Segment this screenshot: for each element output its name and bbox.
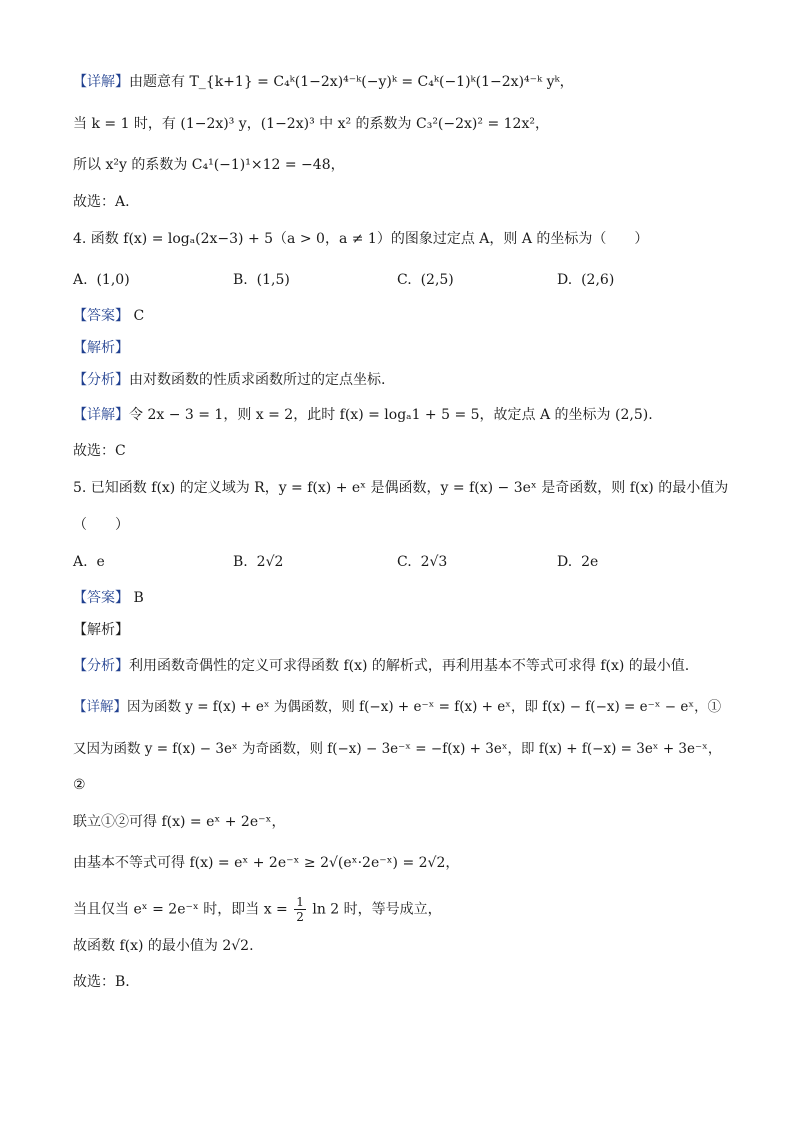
- q5-analysis: 【分析】利用函数奇偶性的定义可求得函数 f(x) 的解析式，再利用基本不等式可求得 f(x) 的最小值.: [73, 658, 690, 674]
- q5-choose: 故选：B.: [73, 974, 130, 990]
- solution-prev-choose: 故选：A.: [73, 194, 130, 210]
- q5-detail-line-1: 【详解】因为函数 y = f(x) + eˣ 为偶函数，则 f(−x) + e⁻ˣ = f(x) + eˣ，即 f(x) − f(−x) = e⁻ˣ − eˣ，①: [73, 699, 722, 715]
- solution-prev-line-3: 所以 x²y 的系数为 C₄¹(−1)¹×12 = −48，: [73, 157, 345, 173]
- q4-stem: 4. 函数 f(x) = logₐ(2x−3) + 5（a > 0，a ≠ 1）的图象过定点 A，则 A 的坐标为（ ）: [73, 231, 649, 247]
- q5-option-a: A. e: [73, 554, 105, 570]
- q4-analysis-heading: 【解析】: [73, 340, 129, 356]
- q5-stem-line-1: 5. 已知函数 f(x) 的定义域为 R，y = f(x) + eˣ 是偶函数，y = f(x) − 3eˣ 是奇函数，则 f(x) 的最小值为: [73, 480, 729, 496]
- detail-tag: 【详解】: [73, 74, 129, 90]
- q5-option-d: D. 2e: [557, 554, 599, 570]
- q5-answer: 【答案】 B: [73, 590, 144, 606]
- q5-detail-line-3: ②: [73, 777, 86, 793]
- q5-detail-line-2: 又因为函数 y = f(x) − 3eˣ 为奇函数，则 f(−x) − 3e⁻ˣ = −f(x) + 3eˣ，即 f(x) + f(−x) = 3eˣ + 3e⁻ˣ，: [73, 741, 722, 757]
- q4-option-d: D. (2,6): [557, 272, 615, 288]
- q4-detail: 【详解】令 2x − 3 = 1，则 x = 2，此时 f(x) = logₐ1 + 5 = 5，故定点 A 的坐标为 (2,5).: [73, 407, 653, 423]
- q4-answer: 【答案】 C: [73, 308, 145, 324]
- solution-prev-line-1: [73, 72, 574, 92]
- q5-detail-line-4: 联立①②可得 f(x) = eˣ + 2e⁻ˣ，: [73, 814, 286, 830]
- q5-detail-line-5: 由基本不等式可得 f(x) = eˣ + 2e⁻ˣ ≥ 2√(eˣ·2e⁻ˣ) = 2√2，: [73, 855, 460, 871]
- q4-option-b: B. (1,5): [233, 272, 290, 288]
- q5-detail-line-6: 当且仅当 eˣ = 2e⁻ˣ 时，即当 x = $\frac{1}{2}$ ln 2 时，等号成立，: [73, 895, 442, 924]
- text: 由题意有: [129, 74, 185, 90]
- q4-analysis: 【分析】由对数函数的性质求函数所过的定点坐标.: [73, 372, 386, 388]
- formula: T_{k+1} = C₄ᵏ(1−2x)⁴⁻ᵏ(−y)ᵏ = C₄ᵏ(−1)ᵏ(1−2x)⁴⁻ᵏ yᵏ，: [189, 74, 574, 90]
- q5-analysis-heading: 【解析】: [73, 622, 129, 638]
- q5-detail-line-7: 故函数 f(x) 的最小值为 2√2.: [73, 938, 254, 954]
- q4-option-c: C. (2,5): [397, 272, 454, 288]
- solution-prev-line-2: 当 k = 1 时，有 (1−2x)³ y，(1−2x)³ 中 x² 的系数为 C₃²(−2x)² = 12x²，: [73, 116, 549, 132]
- q4-choose: 故选：C: [73, 443, 126, 459]
- fraction: $\frac{1}{2}$: [296, 895, 304, 924]
- q5-option-b: B. 2√2: [233, 554, 284, 570]
- q5-option-c: C. 2√3: [397, 554, 448, 570]
- q4-option-a: A. (1,0): [73, 272, 130, 288]
- q5-stem-line-2: （ ）: [73, 517, 129, 533]
